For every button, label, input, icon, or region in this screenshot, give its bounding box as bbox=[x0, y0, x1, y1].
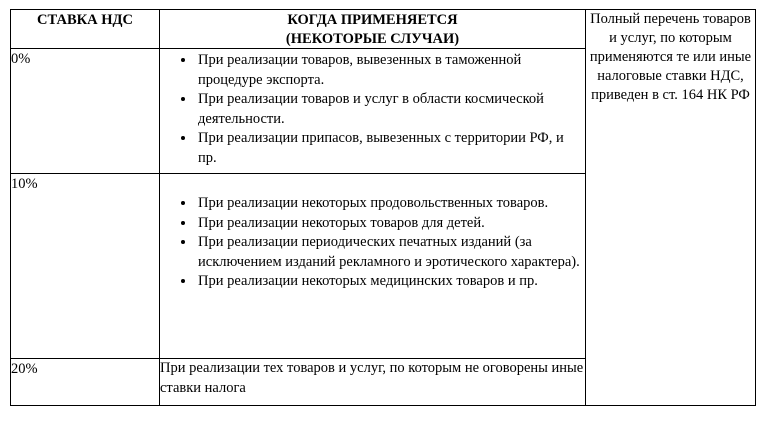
list-item: • При реализации товаров и услуг в области космической деятельности. bbox=[196, 90, 581, 129]
header-rate: СТАВКА НДС bbox=[11, 10, 160, 49]
cases-cell bbox=[160, 359, 586, 406]
rate-cell bbox=[11, 49, 160, 174]
cases-list bbox=[160, 49, 585, 168]
rate-cell bbox=[11, 174, 160, 359]
rate-value: 10% bbox=[11, 176, 38, 192]
header-row bbox=[11, 10, 756, 49]
list-item: • При реализации некоторых медицинских товаров и пр. bbox=[196, 272, 581, 292]
rate-cell bbox=[11, 359, 160, 406]
cases-cell bbox=[160, 174, 586, 359]
list-item: • При реализации товаров, вывезенных в таможенной процедуре экспорта. bbox=[196, 51, 581, 90]
rate-value: 0% bbox=[11, 51, 31, 67]
header-when bbox=[160, 10, 586, 49]
rate-value: 20% bbox=[11, 361, 38, 377]
vat-rates-table bbox=[10, 9, 756, 406]
header-when-line1: КОГДА ПРИМЕНЯЕТСЯ bbox=[287, 12, 458, 28]
cases-cell bbox=[160, 49, 586, 174]
header-when-line2: (НЕКОТОРЫЕ СЛУЧАИ) bbox=[285, 31, 460, 47]
list-item: • При реализации припасов, вывезенных с территории РФ, и пр. bbox=[196, 129, 581, 168]
cases-text: При реализации тех товаров и услуг, по которым не оговорены иные ставки налога bbox=[160, 360, 584, 396]
side-note-cell bbox=[586, 10, 756, 406]
side-note: Полный перечень товаров и услуг, по которым применяются те или иные налоговые ставки НДС, приведен в ст. 164 НК РФ bbox=[589, 11, 752, 103]
cases-list bbox=[160, 174, 585, 292]
list-item: • При реализации некоторых продовольственных товаров. bbox=[196, 194, 581, 214]
list-item: • При реализации периодических печатных изданий (за исключением изданий рекламного и эротического характера). bbox=[196, 233, 581, 272]
list-item: • При реализации некоторых товаров для детей. bbox=[196, 214, 581, 234]
